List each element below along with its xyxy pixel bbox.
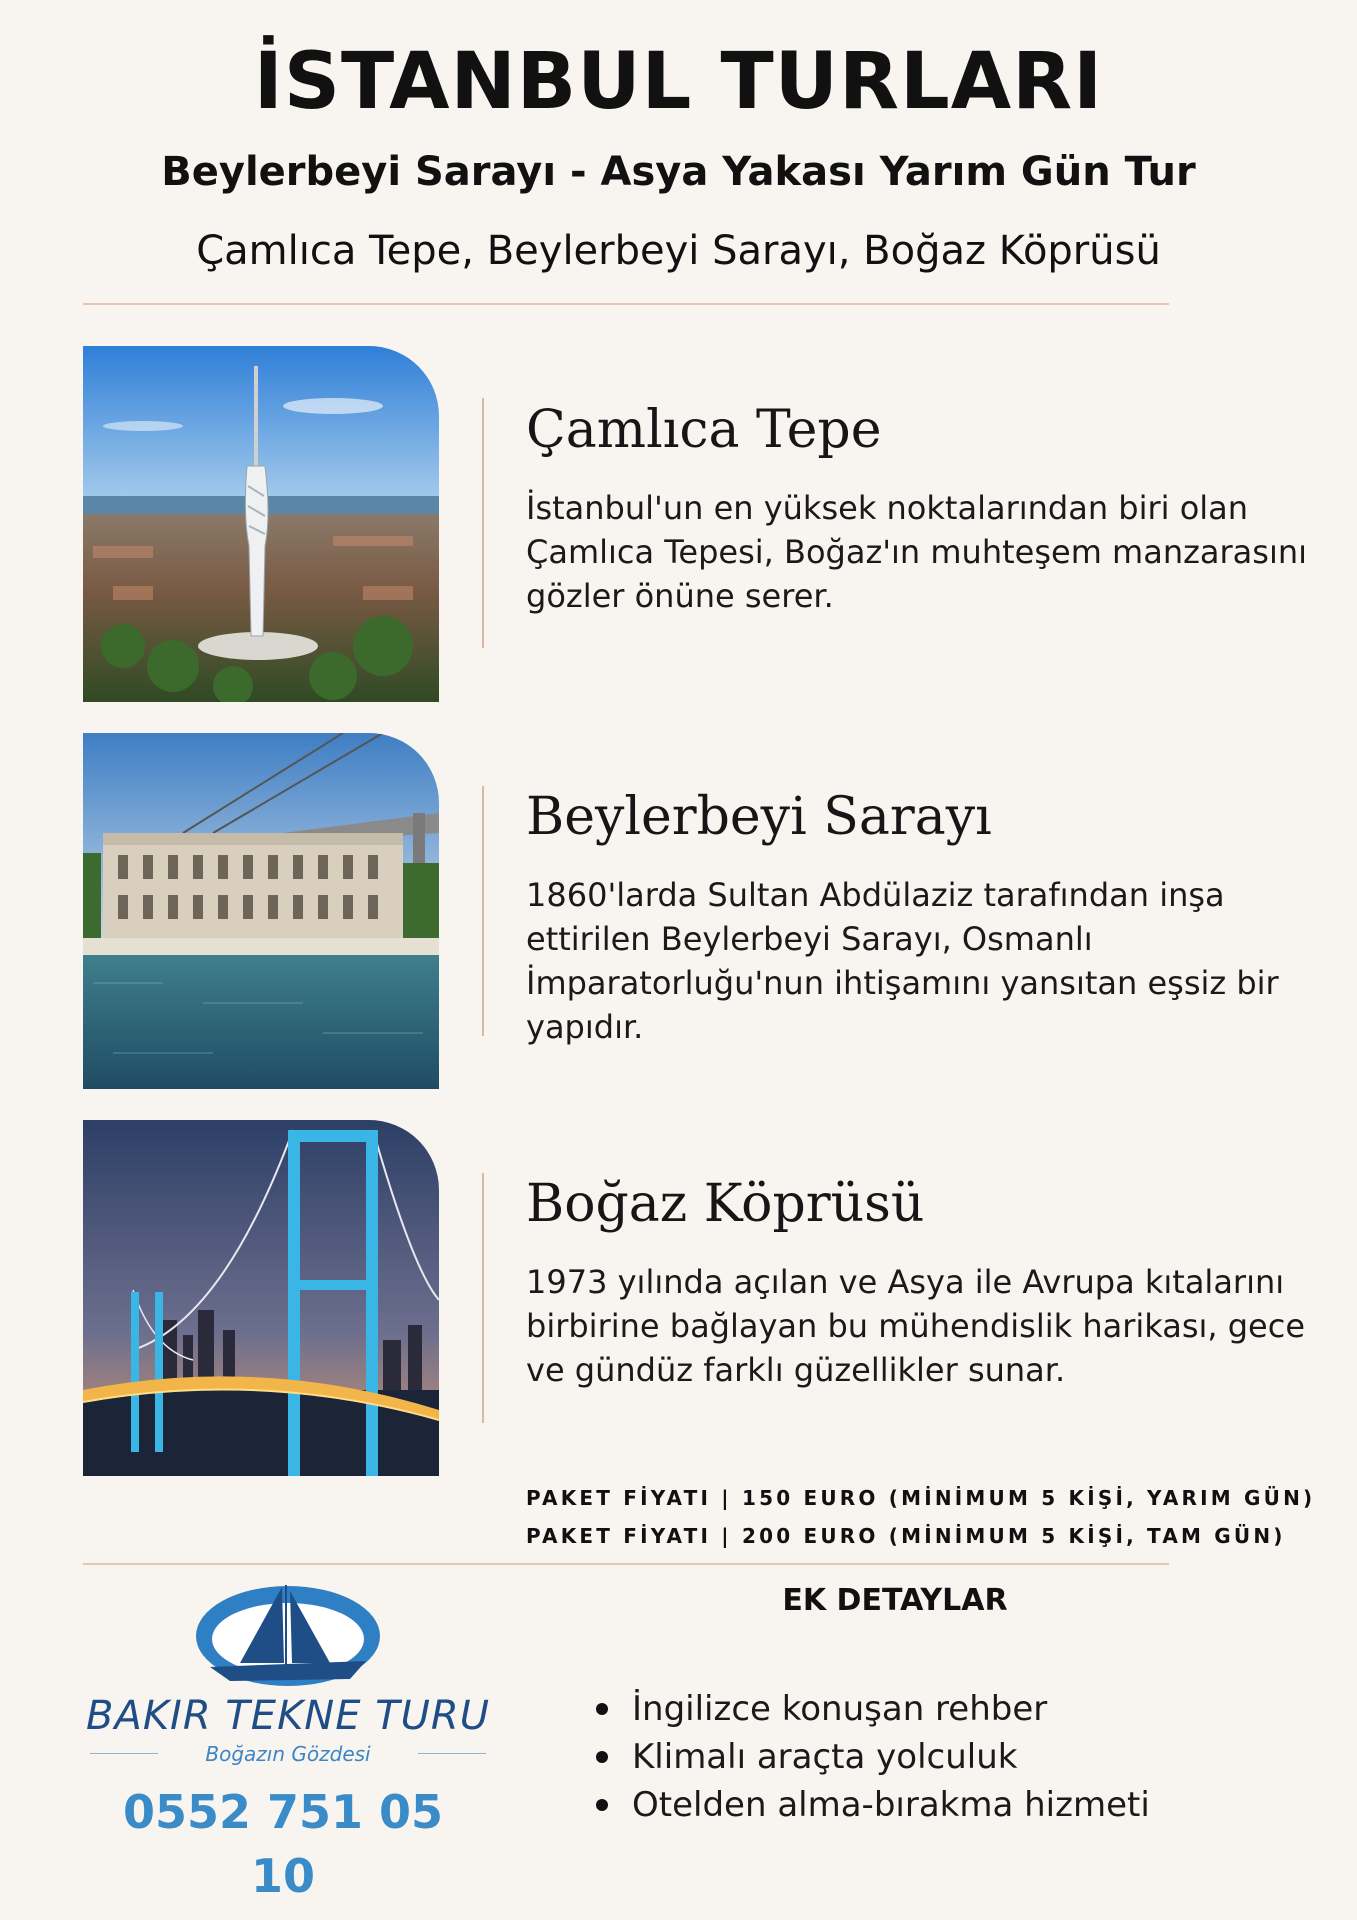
brand-name: BAKIR TEKNE TURU [86, 1693, 490, 1739]
bullet-icon [596, 1799, 608, 1811]
section-text-beylerbeyi: 1860'larda Sultan Abdülaziz tarafından inşa ettirilen Beylerbeyi Sarayı, Osmanlı İmparatorluğu'nun ihtişamını yansıtan eşsiz bir yapıdır. [526, 876, 1279, 1046]
brand-tagline: Boğazın Gözdesi [205, 1742, 371, 1766]
details-list [588, 1685, 1150, 1829]
bosphorus-bridge-photo [83, 1120, 439, 1476]
sailboat-logo-icon [180, 1583, 396, 1689]
list-item: Klimalı araçta yolculuk [588, 1733, 1150, 1781]
tour-subtitle: Beylerbeyi Sarayı - Asya Yakası Yarım Gün Tur [161, 149, 1196, 195]
section-text-bogaz: 1973 yılında açılan ve Asya ile Avrupa kıtalarını birbirine bağlayan bu mühendislik harikası, gece ve gündüz farklı güzellikler sunar. [526, 1263, 1306, 1389]
section-divider [482, 398, 484, 648]
list-item: İngilizce konuşan rehber [588, 1685, 1150, 1733]
phone-number[interactable]: 0552 751 05 10 [122, 1785, 444, 1903]
section-text-camlica: İstanbul'un en yüksek noktalarından biri olan Çamlıca Tepesi, Boğaz'ın muhteşem manzarasını gözler önüne serer. [526, 489, 1308, 615]
list-item: Otelden alma-bırakma hizmeti [588, 1781, 1150, 1829]
bullet-icon [596, 1703, 608, 1715]
bullet-icon [596, 1751, 608, 1763]
section-title-bogaz: Boğaz Köprüsü [526, 1174, 925, 1234]
section-divider [482, 1173, 484, 1423]
details-title: EK DETAYLAR [782, 1583, 1008, 1618]
footer-divider [83, 1563, 1169, 1565]
camlica-tower-photo [83, 346, 439, 702]
header-divider [83, 303, 1169, 305]
section-divider [482, 786, 484, 1036]
section-title-camlica: Çamlıca Tepe [526, 400, 882, 460]
tour-locations: Çamlıca Tepe, Beylerbeyi Sarayı, Boğaz Köprüsü [196, 228, 1161, 274]
section-title-beylerbeyi: Beylerbeyi Sarayı [526, 787, 992, 847]
beylerbeyi-palace-photo [83, 733, 439, 1089]
price-full-day: PAKET FİYATI | 200 EURO (MİNİMUM 5 KİŞİ, TAM GÜN) [526, 1524, 1286, 1548]
price-half-day: PAKET FİYATI | 150 EURO (MİNİMUM 5 KİŞİ, YARIM GÜN) [526, 1486, 1316, 1510]
page-title: İSTANBUL TURLARI [253, 37, 1104, 127]
